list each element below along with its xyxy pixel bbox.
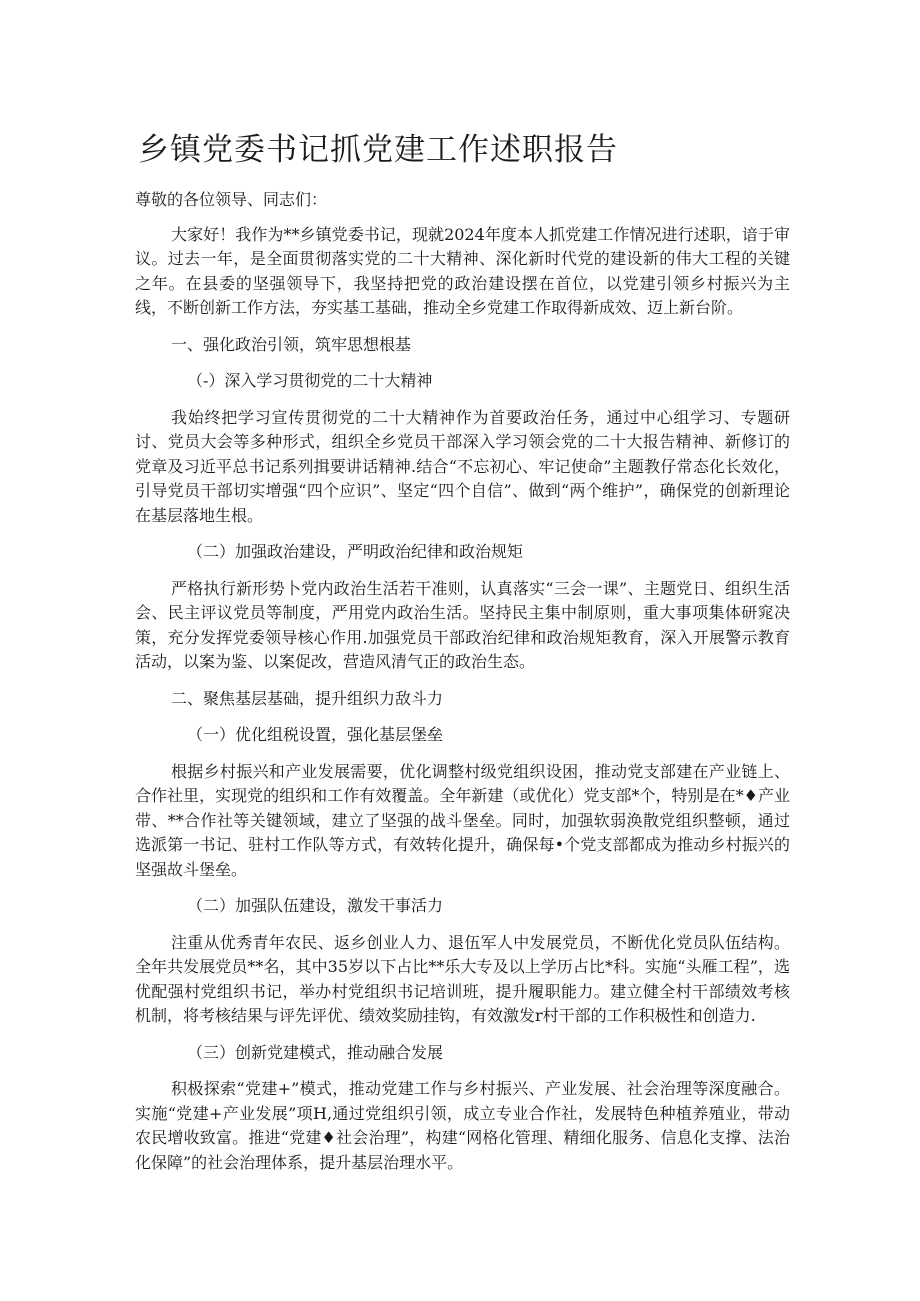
subsection-heading-1-2: （二）加强政治建设，严明政治纪律和政治规矩 [187, 542, 524, 561]
intro-paragraph: 大家好！我作为**乡镇党委书记，现就2024年度本人抓党建工作情况进行述职，谙于审议。过去一年，是全面贯彻落实党的二十大精神、深化新时代党的建设新的伟大工程的关键之年。在县委的坚强领导下，我坚持把党的政治建设摆在首位，以党建引领乡村振兴为主线，不断创新工作方法，夯实基工基础，推动全乡党建工作取得新成效、迈上新台阶。 [135, 224, 790, 317]
subsection-heading-2-3: （三）创新党建模式，推动融合发展 [187, 1042, 444, 1062]
subsection-heading-2-1: （一）优化组税设置，强化基层堡垒 [187, 725, 444, 744]
section-heading-1: 一、强化政治引领，筑牢思想根基 [171, 334, 412, 354]
paragraph-1-2: 严格执行新形势卜党内政治生活若干准则，认真落实“三会一课”、主题党日、组织生活会、民主评议党员等制度，严用党内政治生活。坚持民主集中制原则，重大事项集体研窕决策，充分发挥党委领导核心作用.加强党员干部政治纪律和政治规矩教育，深入开展警示教育活动，以案为鉴、以案促改，营造风清气正的政治生态。 [135, 578, 790, 671]
section-heading-2: 二、聚焦基层基础，提升组织力敌斗力 [171, 688, 444, 708]
paragraph-1-1: 我始终把学习宣传贯彻党的二十大精神作为首要政治任务，通过中心组学习、专题研讨、党员大会等多种形式，组织全乡党员干部深入学习领会党的二十大报告精神、新修订的党章及习近平总书记系列揖要讲话精神.结合“不忘初心、牢记使命”主题教仔常态化长效化，引导党员干部切实增强“四个应识”、坚定“四个自信”、做到“两个维护”，确保党的创新理论在基层落地生根。 [135, 407, 790, 525]
paragraph-2-1: 根据乡村振兴和产业发展需要，优化调整村级党组织设困，推动党支部建在产业链上、合作社里，实现党的组织和工作有效覆盖。全年新建（或优化）党支部*个，特别是在*♦产业带、**合作社等关键领域，建立了坚强的战斗堡垒。同时，加强软弱涣散党组织整顿，通过选派第一书记、驻村工作队等方式，有效转化提升，确保每•个党支部都成为推动乡村振兴的坚强故斗堡垒。 [135, 761, 790, 879]
paragraph-2-2: 注重从优秀青年农民、返乡创业人力、退伍军人中发展党员，不断优化党员队伍结构。全年共发展党员**名，其中35岁以下占比**乐大专及以上学历占比*科。实施“头雁工程”，选优配强村党组织书记，举办村党组织书记培训班，提升履职能力。建立健全村干部绩效考核机制，将考核结果与评先评优、绩效奖励挂钩，有效激发r村干部的工作积极性和创造力. [135, 932, 790, 1025]
document-body [135, 188, 790, 1187]
salutation: 尊敬的各位领导、同志们： [135, 190, 328, 209]
paragraph-2-3: 积极探索“党建+”模式，推动党建工作与乡村振兴、产业发展、社会治理等深度融合。实施“党建+产业发展”项H,通过党组织引领，成立专业合作社，发展特色种植养殖业，带动农民增收致富。推进“党建♦社会治理”，构建“网格化管理、精细化服务、信息化支撑、法治化保障”的社会治理体系，提升基层治理水平。 [135, 1079, 790, 1172]
subsection-heading-1-1: （-）深入学习贯彻党的二十大精神 [187, 371, 433, 390]
subsection-heading-2-2: （二）加强队伍建设，激发干事活力 [187, 896, 444, 915]
document-title: 乡镇党委书记抓党建工作述职报告 [138, 132, 618, 168]
